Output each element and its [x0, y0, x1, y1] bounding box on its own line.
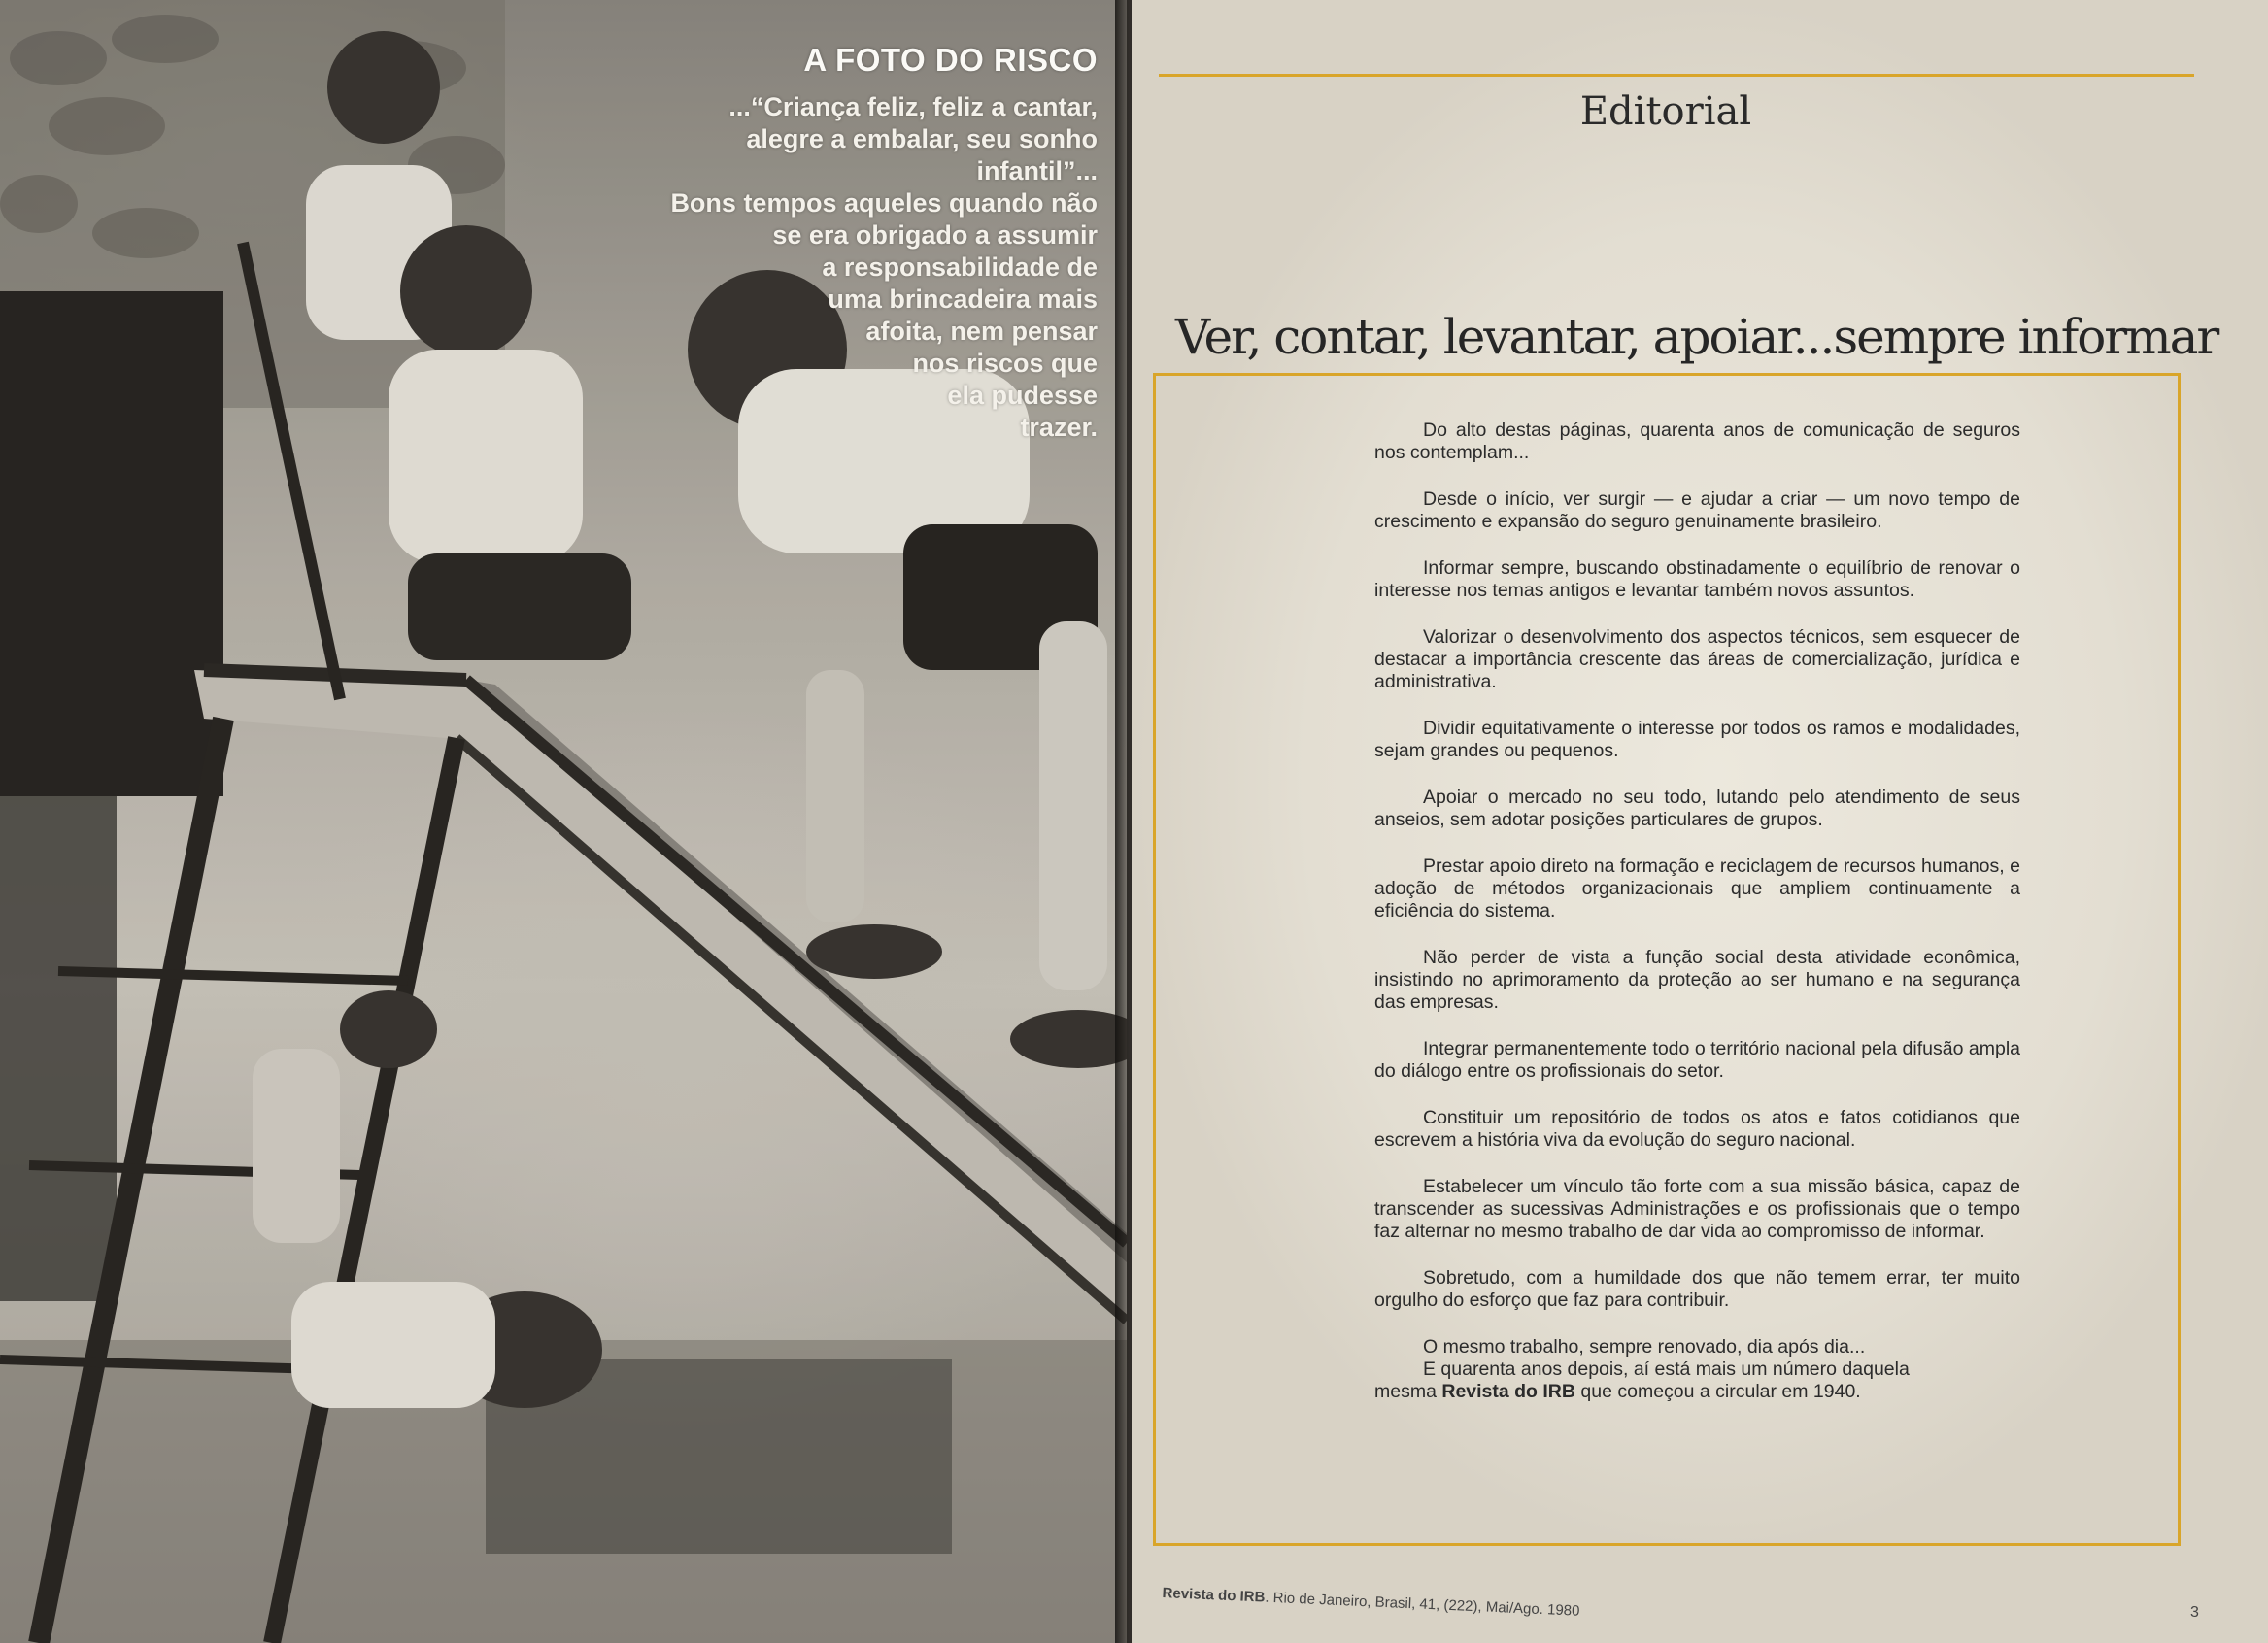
closing-line: E quarenta anos depois, aí está mais um número daquela: [1423, 1358, 1910, 1380]
photo-page: [0, 0, 1127, 1643]
editorial-headline: Ver, contar, levantar, apoiar...sempre informar: [1175, 309, 2218, 365]
paragraph: Integrar permanentemente todo o território nacional pela difusão ampla do diálogo entre os profissionais do setor.: [1374, 1038, 2020, 1082]
paragraph: Dividir equitativamente o interesse por todos os ramos e modalidades, sejam grandes ou pequenos.: [1374, 718, 2020, 761]
paragraph: Estabelecer um vínculo tão forte com a sua missão básica, capaz de transcender as sucessivas Administrações e os profissionais que o tempo faz alternar no mesmo trabalho de dar vida ao compromisso de informar.: [1374, 1176, 2020, 1242]
paragraph: Valorizar o desenvolvimento dos aspectos técnicos, sem esquecer de destacar a importância crescente das áreas de comercialização, jurídica e administrativa.: [1374, 626, 2020, 692]
editorial-body: [1374, 419, 2020, 1403]
paragraph: Informar sempre, buscando obstinadamente o equilíbrio de renovar o interesse nos temas antigos e levantar também novos assuntos.: [1374, 557, 2020, 601]
footer-credit: [1162, 1585, 1580, 1620]
paragraph: Prestar apoio direto na formação e reciclagem de recursos humanos, e adoção de métodos organizacionais que ampliem continuamente a eficiência do sistema.: [1374, 855, 2020, 922]
closing-line: [1374, 1381, 2020, 1403]
paragraph: Apoiar o mercado no seu todo, lutando pelo atendimento de seus anseios, sem adotar posições particulares de grupos.: [1374, 787, 2020, 830]
paragraph: Constituir um repositório de todos os atos e fatos cotidianos que escrevem a história viva da evolução do seguro nacional.: [1374, 1107, 2020, 1151]
caption-body: ...“Criança feliz, feliz a cantar, alegre a embalar, seu sonho infantil”... Bons tempos aqueles quando não se era obrigado a assumir a responsabilidade de uma brincadeira mais afoita, nem pensar nos riscos que ela pudesse trazer.: [670, 92, 1098, 442]
magazine-name: Revista do IRB: [1441, 1381, 1575, 1402]
photo-caption: [592, 41, 1098, 444]
editorial-page: [1132, 0, 2268, 1643]
closing-line: O mesmo trabalho, sempre renovado, dia após dia...: [1423, 1336, 1866, 1358]
closing-paragraph: [1374, 1336, 2020, 1403]
caption-title: A FOTO DO RISCO: [803, 42, 1098, 78]
closing-prefix: mesma: [1374, 1381, 1442, 1402]
footer-magazine: Revista do IRB: [1162, 1585, 1266, 1606]
closing-suffix: que começou a circular em 1940.: [1574, 1381, 1861, 1402]
top-rule: [1159, 74, 2194, 77]
paragraph: Não perder de vista a função social desta atividade econômica, insistindo no aprimoramento da proteção ao ser humano e na segurança das empresas.: [1374, 947, 2020, 1013]
paragraph: Do alto destas páginas, quarenta anos de comunicação de seguros nos contemplam...: [1374, 419, 2020, 463]
paragraph: Sobretudo, com a humildade dos que não temem errar, ter muito orgulho do esforço que faz para contribuir.: [1374, 1267, 2020, 1311]
footer-details: . Rio de Janeiro, Brasil, 41, (222), Mai/Ago. 1980: [1265, 1589, 1580, 1620]
page-number: 3: [2190, 1604, 2199, 1621]
paragraph: Desde o início, ver surgir — e ajudar a criar — um novo tempo de crescimento e expansão do seguro genuinamente brasileiro.: [1374, 488, 2020, 532]
section-heading: Editorial: [1579, 89, 1752, 134]
